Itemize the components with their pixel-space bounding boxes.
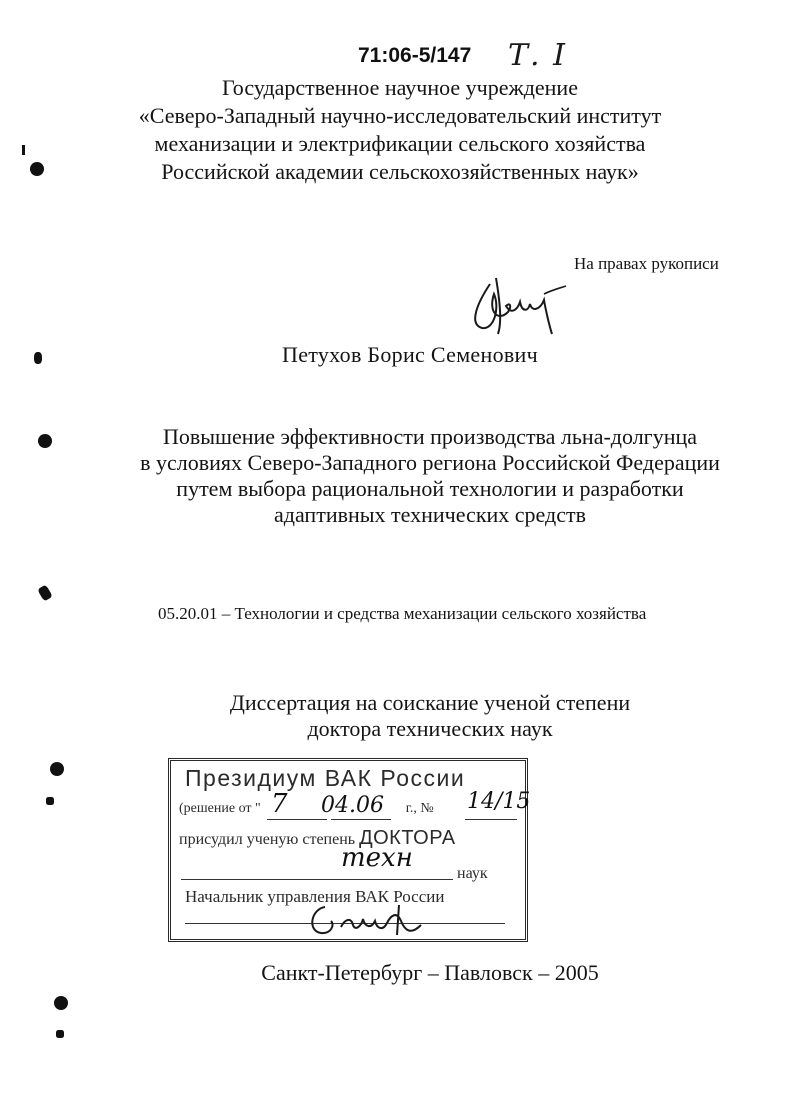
decision-date: 04.06: [321, 793, 384, 818]
speciality-code: 05.20.01 – Технологии и средства механизации сельского хозяйства: [158, 604, 647, 623]
stamp-official: Начальник управления ВАК России: [185, 887, 445, 906]
binding-hole-mark: [34, 352, 42, 364]
institution-line: механизации и электрификации сельского хозяйства: [154, 131, 646, 156]
binding-hole-mark: [56, 1030, 64, 1038]
stamp-heading: Президиум ВАК России: [185, 765, 466, 791]
degree-line: доктора технических наук: [307, 716, 553, 741]
binding-hole-mark: [46, 797, 54, 805]
field-handwritten: техн: [341, 843, 413, 873]
decision-year-suffix: г., №: [405, 801, 434, 816]
number-underline: [465, 819, 517, 820]
stamp-decision: [179, 801, 434, 817]
binding-hole-mark: [50, 762, 64, 776]
title-line: адаптивных технических средств: [274, 502, 586, 527]
field-underline: [181, 879, 453, 880]
institution-line: Российской академии сельскохозяйственных наук»: [161, 159, 639, 184]
decision-prefix: (решение от ": [179, 801, 261, 816]
official-signature: [301, 901, 441, 941]
author-signature: [460, 272, 570, 342]
binding-hole-mark: [54, 996, 68, 1010]
binding-hole-mark: [37, 584, 53, 601]
volume-mark: Т. I: [508, 38, 567, 73]
city-year: Санкт-Петербург – Павловск – 2005: [261, 960, 599, 985]
degree-line: Диссертация на соискание ученой степени: [229, 690, 631, 715]
title-line: в условиях Северо-Западного региона Российской Федерации: [140, 450, 720, 475]
stamp-awarded: [179, 827, 456, 850]
degree-block: [170, 690, 690, 742]
binding-hole-mark: [38, 434, 52, 448]
field-suffix: наук: [457, 865, 488, 882]
awarded-degree: ДОКТОРА: [359, 827, 456, 849]
decision-day: 7: [271, 789, 288, 819]
manuscript-note: На правах рукописи: [574, 254, 719, 273]
institution-line: Государственное научное учреждение: [222, 75, 578, 100]
decision-number: 14/15: [467, 789, 531, 814]
binding-hole-mark: [22, 145, 25, 155]
date-underline: [331, 819, 391, 820]
archive-code: 71:06-5/147: [358, 44, 472, 67]
binding-hole-mark: [30, 162, 44, 176]
author-name: Петухов Борис Семенович: [282, 342, 538, 367]
awarded-label: присудил ученую степень: [179, 831, 356, 848]
title-line: путем выбора рациональной технологии и разработки: [176, 476, 684, 501]
date-underline: [267, 819, 327, 820]
title-line: Повышение эффективности производства льна-долгунца: [162, 424, 698, 449]
institution-block: [120, 74, 680, 186]
institution-line: «Северо-Западный научно-исследовательский институт: [138, 103, 662, 128]
dissertation-title: [110, 424, 750, 528]
vak-stamp: [168, 758, 531, 942]
